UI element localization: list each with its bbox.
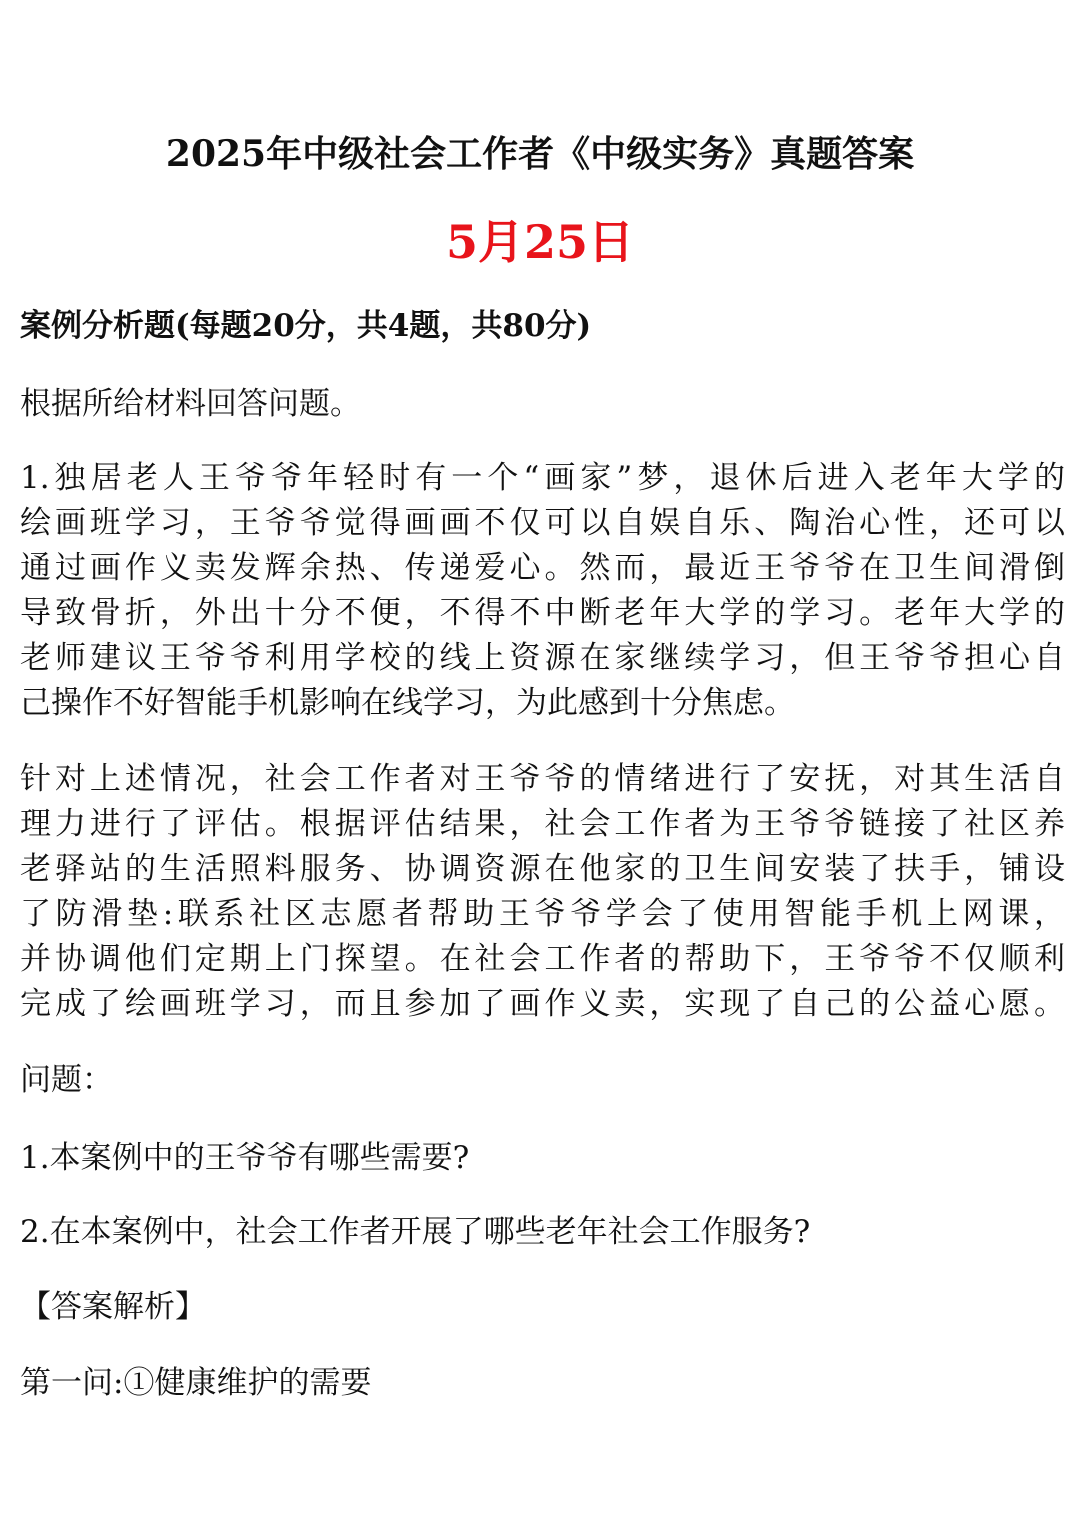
case-paragraph-2-line: 针对上述情况，社会工作者对王爷爷的情绪进行了安抚，对其生活自: [20, 761, 1065, 797]
case-paragraph-2-line: 理力进行了评估。根据评估结果，社会工作者为王爷爷链接了社区养: [20, 806, 1065, 842]
question-2: 2.在本案例中，社会工作者开展了哪些老年社会工作服务?: [20, 1214, 811, 1250]
case-paragraph-1-line: 绘画班学习，王爷爷觉得画画不仅可以自娱自乐、陶治心性，还可以: [20, 505, 1065, 541]
document-title: 2025年中级社会工作者《中级实务》真题答案: [165, 133, 915, 175]
questions-label: 问题：: [20, 1062, 113, 1098]
case-paragraph-2-line: 了防滑垫:联系社区志愿者帮助王爷爷学会了使用智能手机上网课，: [20, 896, 1065, 932]
case-paragraph-2-line: 老驿站的生活照料服务、协调资源在他家的卫生间安装了扶手，铺设: [20, 851, 1065, 887]
answer-label: 【答案解析】: [20, 1289, 206, 1325]
question-1: 1.本案例中的王爷爷有哪些需要?: [20, 1140, 470, 1176]
exam-date: 5月25日: [445, 215, 635, 269]
case-paragraph-1-line: 导致骨折，外出十分不便，不得不中断老年大学的学习。老年大学的: [20, 595, 1065, 631]
case-paragraph-1-line: 1.独居老人王爷爷年轻时有一个“画家”梦，退休后进入老年大学的: [20, 460, 1065, 496]
case-paragraph-1-line: 己操作不好智能手机影响在线学习，为此感到十分焦虑。: [20, 685, 795, 721]
answer-first-part: 第一问:①健康维护的需要: [20, 1365, 372, 1401]
case-paragraph-1-line: 通过画作义卖发辉余热、传递爱心。然而，最近王爷爷在卫生间滑倒: [20, 550, 1065, 586]
case-paragraph-1-line: 老师建议王爷爷利用学校的线上资源在家继续学习，但王爷爷担心自: [20, 640, 1065, 676]
instruction-text: 根据所给材料回答问题。: [20, 386, 361, 422]
case-paragraph-2-line: 并协调他们定期上门探望。在社会工作者的帮助下，王爷爷不仅顺利: [20, 941, 1065, 977]
section-heading: 案例分析题(每题20分，共4题，共80分): [20, 308, 592, 344]
case-paragraph-2-line: 完成了绘画班学习，而且参加了画作义卖，实现了自己的公益心愿。: [20, 986, 1065, 1022]
